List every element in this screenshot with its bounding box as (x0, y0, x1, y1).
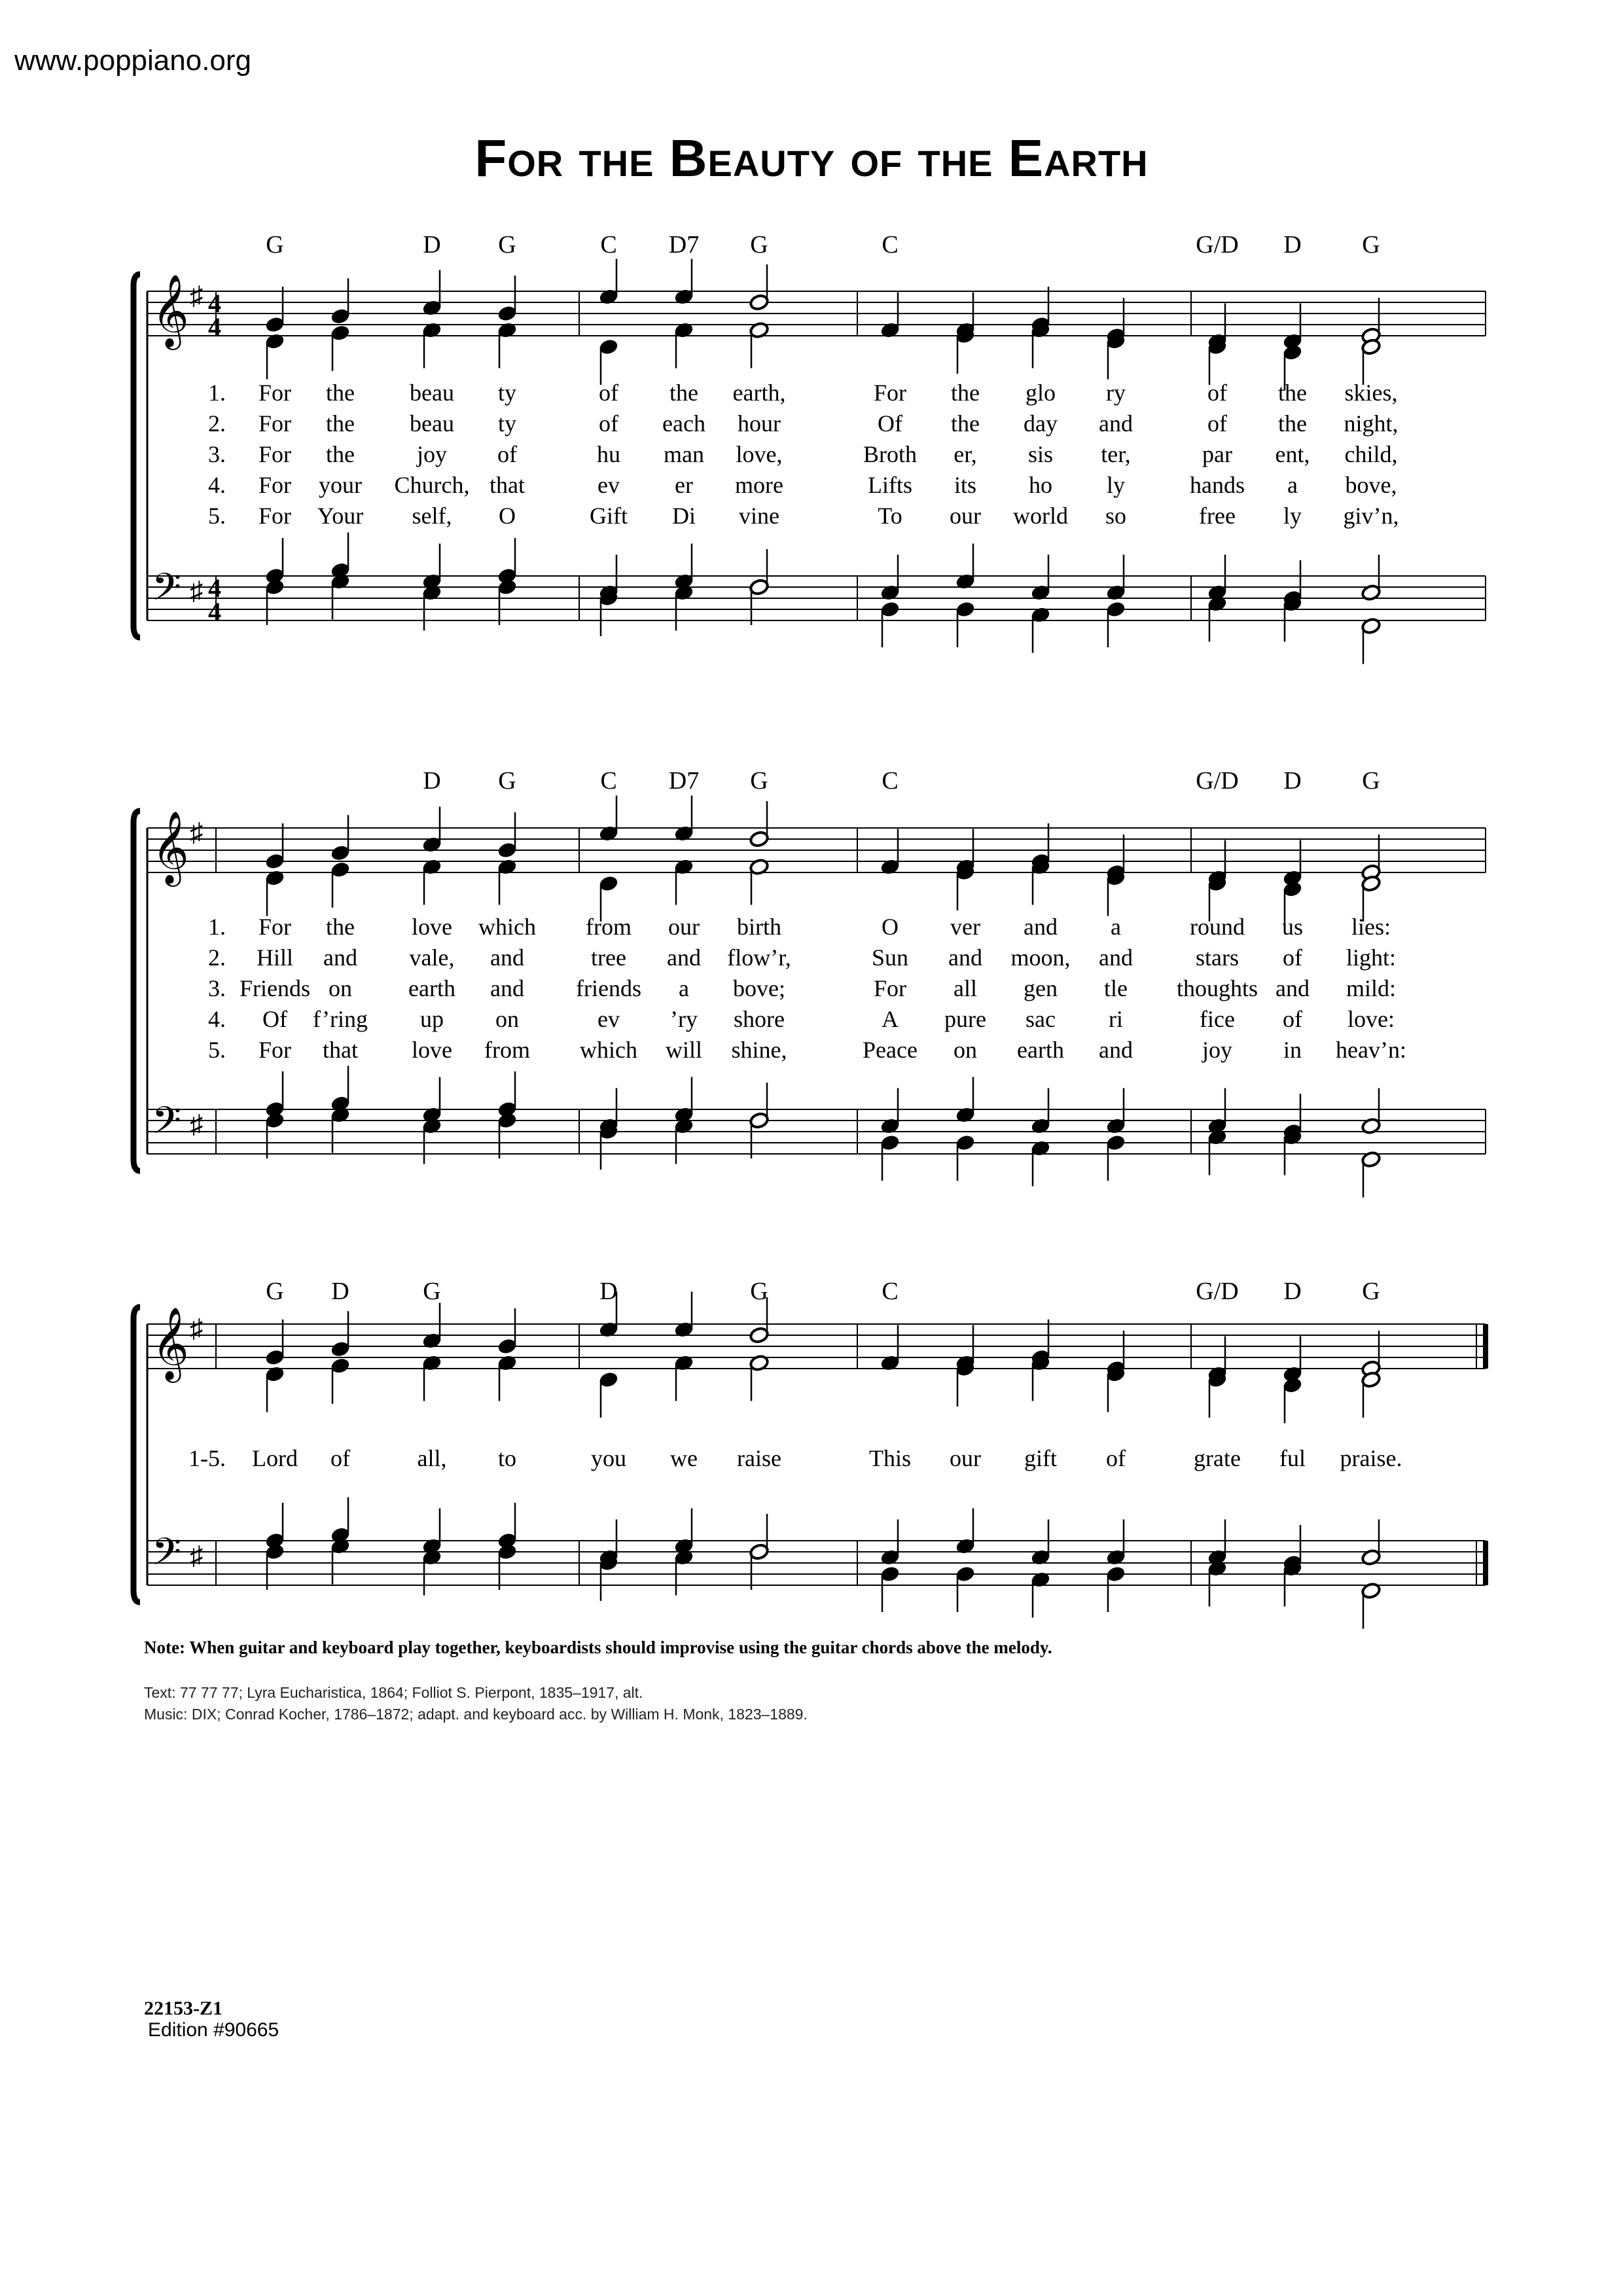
lyric-syllable: beau (410, 380, 454, 406)
lyric-syllable: er, (954, 441, 977, 467)
lyric-syllable: and (667, 944, 701, 971)
lyric-syllable: night, (1344, 410, 1399, 437)
lyric-syllable: of (599, 410, 618, 437)
lyric-syllable: Your (317, 503, 364, 529)
chord-symbol: D (1283, 231, 1302, 259)
catalog-code: 22153-Z1 (144, 1998, 223, 2019)
lyric-syllable: up (420, 1006, 444, 1032)
lyric-syllable: of (599, 380, 618, 406)
chord-symbol: D7 (668, 767, 700, 795)
chord-symbol: G/D (1196, 767, 1239, 795)
lyric-syllable: Broth (863, 441, 918, 467)
lyric-syllable: man (664, 441, 704, 467)
lyric-syllable: For (258, 472, 292, 498)
chord-symbol: C (882, 767, 899, 795)
lyric-syllable: Of (878, 410, 902, 437)
bass-staff (147, 1498, 1486, 1629)
time-signature-bottom: 4 (208, 597, 221, 626)
lyric-syllable: more (735, 472, 783, 498)
system-bracket (134, 811, 140, 1171)
chord-symbol: G (1362, 1278, 1380, 1305)
lyric-syllable: For (258, 441, 292, 467)
chord-symbol: D (1283, 1278, 1302, 1305)
chord-symbol: G/D (1196, 1278, 1239, 1305)
lyric-syllable: love (412, 914, 452, 940)
lyric-syllable: free (1199, 503, 1236, 529)
chord-symbol: G (423, 1278, 441, 1305)
lyric-syllable: ly (1106, 472, 1126, 498)
lyric-syllable: O (882, 914, 899, 940)
lyric-syllable: ly (1283, 503, 1302, 529)
lyric-syllable: gen (1024, 975, 1058, 1001)
lyric-syllable: all, (417, 1445, 447, 1471)
edition-number: Edition #90665 (148, 2019, 279, 2041)
lyric-syllable: love (412, 1037, 452, 1063)
chord-symbol: G (750, 767, 768, 795)
chord-symbol: G (750, 231, 768, 259)
time-signature-top: 4 (208, 573, 221, 603)
lyric-syllable: our (950, 1445, 981, 1471)
verse-number: 3. (208, 441, 226, 467)
lyric-syllable: will (665, 1037, 703, 1063)
lyric-syllable: For (258, 1037, 292, 1063)
lyric-syllable: ver (950, 914, 980, 940)
lyric-syllable: the (326, 410, 355, 437)
lyric-syllable: ’ry (670, 1006, 698, 1032)
lyric-syllable: world (1013, 503, 1068, 529)
lyric-syllable: a (679, 975, 689, 1001)
lyric-syllable: the (1278, 410, 1307, 437)
hymn-title: For the Beauty of the Earth (474, 129, 1149, 187)
lyric-syllable: hands (1190, 472, 1245, 498)
lyric-syllable: beau (410, 410, 454, 437)
lyric-syllable: and (1099, 944, 1133, 971)
lyric-syllable: day (1024, 410, 1058, 437)
lyric-syllable: bove, (1345, 472, 1397, 498)
lyric-syllable: vine (739, 503, 779, 529)
lyric-syllable: joy (416, 441, 448, 467)
key-signature-sharp-icon: ♯ (190, 1541, 203, 1570)
music-credit: Music: DIX; Conrad Kocher, 1786–1872; adapt. and keyboard acc. by William H. Monk, 1823–1889. (144, 1706, 808, 1723)
lyric-syllable: For (258, 410, 292, 437)
lyric-syllable: the (951, 380, 980, 406)
key-signature-sharp-icon: ♯ (190, 281, 203, 310)
lyric-syllable: in (1283, 1037, 1302, 1063)
lyric-syllable: light: (1346, 944, 1397, 971)
lyric-syllable: For (258, 503, 292, 529)
lyric-syllable: skies, (1344, 380, 1398, 406)
lyric-syllable: and (948, 944, 982, 971)
time-signature-top: 4 (208, 289, 221, 318)
lyric-syllable: and (490, 975, 524, 1001)
lyric-syllable: of (1207, 410, 1227, 437)
lyric-syllable: vale, (409, 944, 455, 971)
lyric-syllable: flow’r, (727, 944, 791, 971)
lyric-syllable: tle (1104, 975, 1128, 1001)
lyric-syllable: ry (1106, 380, 1126, 406)
lyric-syllable: of (1106, 1445, 1126, 1471)
lyric-syllable: earth (1017, 1037, 1064, 1063)
chord-symbol: G (1362, 231, 1380, 259)
lyric-syllable: For (873, 380, 907, 406)
verse-number: 2. (208, 410, 226, 437)
lyric-syllable: of (497, 441, 517, 467)
lyric-syllable: Di (672, 503, 696, 529)
lyric-syllable: Gift (590, 503, 628, 529)
chord-symbol: D (423, 231, 441, 259)
verse-number: 1. (208, 914, 226, 940)
lyric-syllable: a (1111, 914, 1121, 940)
lyric-syllable: so (1105, 503, 1127, 529)
lyric-syllable: heav’n: (1336, 1037, 1406, 1063)
lyric-syllable: Of (262, 1006, 287, 1032)
chord-symbol: G (1362, 767, 1380, 795)
treble-clef-icon: 𝄞 (152, 276, 189, 346)
lyric-syllable: and (1275, 975, 1310, 1001)
lyric-syllable: from (586, 914, 632, 940)
lyric-syllable: earth (408, 975, 455, 1001)
lyric-syllable: we (670, 1445, 698, 1471)
lyric-syllable: tree (591, 944, 626, 971)
lyric-syllable: Hill (256, 944, 294, 971)
lyric-syllable: which (580, 1037, 637, 1063)
lyric-syllable: our (668, 914, 700, 940)
lyric-syllable: friends (576, 975, 641, 1001)
lyric-syllable: you (591, 1445, 626, 1471)
verse-number: 1. (208, 380, 226, 406)
lyric-syllable: your (319, 472, 362, 498)
system-bracket (134, 1307, 140, 1602)
lyric-syllable: bove; (733, 975, 785, 1001)
lyric-syllable: its (954, 472, 977, 498)
lyric-syllable: This (868, 1445, 912, 1471)
bass-clef-icon: 𝄢 (152, 567, 182, 618)
lyric-syllable: glo (1025, 380, 1056, 406)
lyric-syllable: ho (1029, 472, 1052, 498)
lyric-syllable: the (1278, 380, 1307, 406)
lyric-syllable: and (1099, 410, 1133, 437)
bass-clef-icon: 𝄢 (152, 1101, 182, 1151)
lyric-syllable: from (484, 1037, 530, 1063)
chord-symbol: C (882, 1278, 899, 1305)
lyric-syllable: love, (736, 441, 783, 467)
chord-symbol: G (498, 767, 516, 795)
lyric-syllable: stars (1196, 944, 1239, 971)
chord-symbol: C (600, 231, 617, 259)
lyric-syllable: gift (1024, 1445, 1057, 1471)
lyric-syllable: the (669, 380, 698, 406)
lyric-syllable: and (490, 944, 524, 971)
lyric-syllable: a (1287, 472, 1298, 498)
lyric-syllable: ent, (1275, 441, 1310, 467)
verse-number: 5. (208, 503, 226, 529)
lyric-syllable: A (882, 1006, 899, 1032)
lyric-syllable: the (326, 914, 355, 940)
chord-symbol: D (331, 1278, 349, 1305)
lyric-syllable: f’ring (313, 1006, 368, 1032)
performance-note: Note: When guitar and keyboard play together, keyboardists should improvise using the guitar chords above the melody. (144, 1638, 1052, 1657)
lyric-syllable: shore (734, 1006, 785, 1032)
lyric-syllable: all (954, 975, 977, 1001)
lyric-syllable: birth (737, 914, 781, 940)
chord-symbol: G (750, 1278, 768, 1305)
lyric-syllable: us (1281, 914, 1304, 940)
verse-number: 3. (208, 975, 226, 1001)
chord-symbol: D7 (668, 231, 700, 259)
lyric-syllable: Peace (863, 1037, 918, 1063)
text-credit: Text: 77 77 77; Lyra Eucharistica, 1864; Folliot S. Pierpont, 1835–1917, alt. (144, 1684, 643, 1701)
system-bracket (134, 274, 140, 637)
chord-symbol: G (498, 231, 516, 259)
bass-staff (147, 1066, 1486, 1198)
bass-staff (147, 533, 1486, 664)
chord-symbol: G (266, 231, 284, 259)
lyric-syllable: love: (1347, 1006, 1395, 1032)
lyric-syllable: which (478, 914, 536, 940)
key-signature-sharp-icon: ♯ (190, 576, 203, 605)
lyric-syllable: to (497, 1445, 517, 1471)
treble-clef-icon: 𝄞 (152, 1308, 189, 1378)
lyric-syllable: sac (1026, 1006, 1056, 1032)
lyric-syllable: grate (1194, 1445, 1241, 1471)
chord-symbol: D (599, 1278, 618, 1305)
lyric-syllable: Church, (394, 472, 470, 498)
bass-clef-icon: 𝄢 (152, 1532, 182, 1583)
lyric-syllable: the (326, 380, 355, 406)
verse-number: 4. (208, 1006, 226, 1032)
lyric-syllable: er (675, 472, 693, 498)
lyric-syllable: pure (944, 1006, 986, 1032)
lyric-syllable: ty (497, 380, 517, 406)
lyric-syllable: our (950, 503, 981, 529)
source-url[interactable]: www.poppiano.org (14, 45, 252, 77)
chord-symbol: D (423, 767, 441, 795)
lyric-syllable: child, (1344, 441, 1398, 467)
lyric-syllable: Friends (240, 975, 310, 1001)
lyric-syllable: of (1283, 1006, 1302, 1032)
lyric-syllable: and (1024, 914, 1058, 940)
time-signature-bottom: 4 (208, 312, 221, 342)
lyric-syllable: joy (1202, 1037, 1233, 1063)
verse-number: 5. (208, 1037, 226, 1063)
lyric-syllable: that (323, 1037, 358, 1063)
lyric-syllable: praise. (1340, 1445, 1402, 1471)
lyric-syllable: ev (597, 472, 620, 498)
verse-number: 2. (208, 944, 226, 971)
lyric-syllable: For (258, 914, 292, 940)
chord-symbol: D (1283, 767, 1302, 795)
lyric-syllable: ri (1109, 1006, 1123, 1032)
verse-number: 4. (208, 472, 226, 498)
lyric-syllable: ful (1279, 1445, 1306, 1471)
lyric-syllable: fice (1200, 1006, 1235, 1032)
lyric-syllable: that (490, 472, 525, 498)
lyric-syllable: on (329, 975, 352, 1001)
lyric-syllable: Lord (252, 1445, 298, 1471)
lyric-syllable: each (662, 410, 705, 437)
lyric-syllable: lies: (1351, 914, 1391, 940)
key-signature-sharp-icon: ♯ (190, 1109, 203, 1139)
treble-staff (147, 259, 1486, 391)
lyric-syllable: round (1190, 914, 1245, 940)
lyric-syllable: self, (412, 503, 452, 529)
lyric-syllable: of (330, 1445, 350, 1471)
lyric-syllable: on (954, 1037, 977, 1063)
lyric-syllable: par (1202, 441, 1232, 467)
lyric-syllable: giv’n, (1343, 503, 1399, 529)
lyric-syllable: sis (1027, 441, 1054, 467)
treble-clef-icon: 𝄞 (152, 812, 189, 882)
lyric-syllable: For (258, 380, 292, 406)
lyric-syllable: To (878, 503, 902, 529)
lyric-syllable: For (873, 975, 907, 1001)
lyric-syllable: hour (738, 410, 781, 437)
key-signature-sharp-icon: ♯ (190, 817, 203, 847)
lyric-syllable: O (499, 503, 516, 529)
treble-staff (147, 796, 1486, 927)
lyric-syllable: the (951, 410, 980, 437)
lyric-syllable: the (326, 441, 355, 467)
lyric-syllable: Lifts (868, 472, 912, 498)
lyric-syllable: ty (497, 410, 517, 437)
lyric-syllable: shine, (731, 1037, 787, 1063)
lyric-syllable: on (495, 1006, 519, 1032)
lyric-syllable: of (1207, 380, 1227, 406)
key-signature-sharp-icon: ♯ (190, 1314, 203, 1343)
lyric-syllable: ter, (1101, 441, 1131, 467)
lyric-syllable: ev (597, 1006, 620, 1032)
lyric-syllable: hu (597, 441, 620, 467)
lyric-syllable: raise (737, 1445, 781, 1471)
chord-symbol: C (882, 231, 899, 259)
chord-symbol: C (600, 767, 617, 795)
lyric-syllable: thoughts (1176, 975, 1258, 1001)
lyric-syllable: and (1099, 1037, 1133, 1063)
lyric-syllable: Sun (871, 944, 909, 971)
lyric-syllable: earth, (732, 380, 786, 406)
lyric-syllable: of (1283, 944, 1302, 971)
chord-symbol: G/D (1196, 231, 1239, 259)
verse-number: 1-5. (188, 1445, 226, 1471)
lyric-syllable: moon, (1010, 944, 1071, 971)
lyric-syllable: mild: (1346, 975, 1397, 1001)
lyric-syllable: and (323, 944, 357, 971)
chord-symbol: G (266, 1278, 284, 1305)
treble-staff (147, 1292, 1486, 1424)
